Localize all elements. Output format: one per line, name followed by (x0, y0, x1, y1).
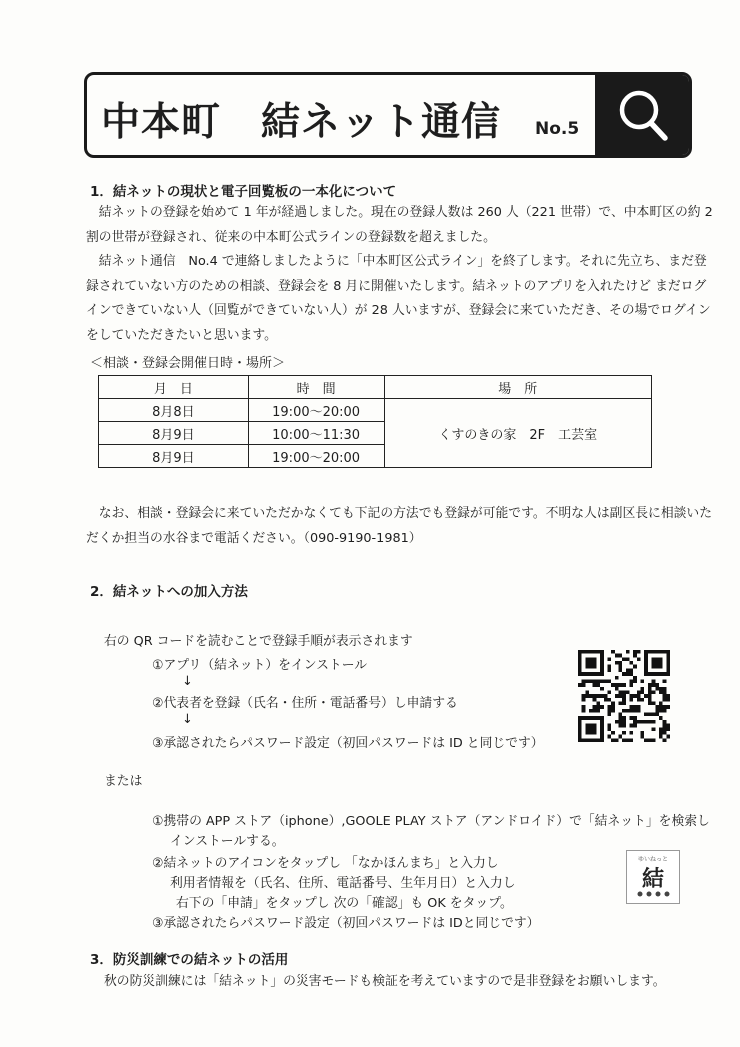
schedule-header-row (99, 376, 652, 399)
search-badge (595, 75, 689, 155)
section3-paragraph: 秋の防災訓練には「結ネット」の災害モードも検証を考えていますので是非登録をお願いします。 (104, 974, 666, 989)
step-3: ③承認されたらパスワード設定（初回パスワードは ID と同じです） (152, 736, 544, 751)
schedule-table (98, 375, 652, 468)
alt-step-2: ②結ネットのアイコンをタップし 「なかほんまち」と入力し (152, 856, 499, 871)
schedule-place: くすのきの家 2F 工芸室 (384, 399, 652, 468)
arrow-down-icon: ↓ (182, 674, 193, 689)
alt-step-1: ①携帯の APP ストア（iphone）,GOOLE PLAY ストア（アンドロイド）で「結ネット」を検索し (152, 814, 710, 829)
section1-paragraph-2: 結ネット通信 No.4 で連絡しましたように「中本町区公式ライン」を終了します。それに先立ち、まだ登録されていない方のための相談、登録会を 8 月に開催いたします。結ネットのアプリを入れたけど まだログインできていない人（回覧ができていない人）が 28 人いますが、登録会に来ていただき、その場でログインをしていただきたいと思います。 (86, 254, 711, 343)
header-date: 月 日 (99, 376, 249, 399)
header-place: 場 所 (384, 376, 652, 399)
section1-paragraph-3: なお、相談・登録会に来ていただかなくても下記の方法でも登録が可能です。不明な人は副区長に相談いただくか担当の水谷まで電話ください。（090-9190-1981） (86, 506, 713, 546)
section3-title: 3．防災訓練での結ネットの活用 (90, 952, 289, 968)
search-icon (613, 85, 673, 147)
section1-title: 1．結ネットの現状と電子回覧板の一本化について (90, 184, 397, 200)
schedule-date: 8月9日 (99, 422, 249, 445)
schedule-caption: ＜相談・登録会開催日時・場所＞ (90, 356, 286, 371)
newsletter-title: 中本町 結ネット通信 (101, 100, 502, 145)
alt-step-1-cont: インストールする。 (170, 834, 285, 849)
step-1: ①アプリ（結ネット）をインストール (152, 658, 368, 673)
or-label: または (104, 774, 143, 789)
qr-code-image[interactable] (578, 650, 670, 742)
section2-title: 2．結ネットへの加入方法 (90, 584, 248, 600)
alt-step-2-cont2: 右下の「申請」をタップし 次の「確認」も OK をタップ。 (176, 896, 513, 911)
alt-step-3: ③承認されたらパスワード設定（初回パスワードは IDと同じです） (152, 916, 540, 931)
arrow-down-icon: ↓ (182, 712, 193, 727)
yuinet-app-icon (626, 850, 680, 904)
section1-paragraph-1: 結ネットの登録を始めて 1 年が経過しました。現在の登録人数は 260 人（221 世帯）で、中本町区の約 2 割の世帯が登録され、従来の中本町公式ラインの登録数を超えました。 (86, 205, 713, 245)
schedule-date: 8月8日 (99, 399, 249, 422)
schedule-time: 10:00～11:30 (248, 422, 384, 445)
logo-main-text: 結 (641, 866, 664, 892)
qr-intro: 右の QR コードを読むことで登録手順が表示されます (104, 634, 413, 649)
schedule-time: 19:00～20:00 (248, 445, 384, 468)
logo-people-icon (635, 891, 671, 899)
table-row (99, 399, 652, 422)
logo-small-text: ゆいねっと (637, 856, 668, 863)
alt-step-2-cont: 利用者情報を（氏名、住所、電話番号、生年月日）と入力し (170, 876, 516, 891)
header-time: 時 間 (248, 376, 384, 399)
step-2: ②代表者を登録（氏名・住所・電話番号）し申請する (152, 696, 458, 711)
newsletter-header (84, 72, 692, 158)
schedule-date: 8月9日 (99, 445, 249, 468)
issue-number: No.5 (535, 119, 580, 139)
schedule-time: 19:00～20:00 (248, 399, 384, 422)
